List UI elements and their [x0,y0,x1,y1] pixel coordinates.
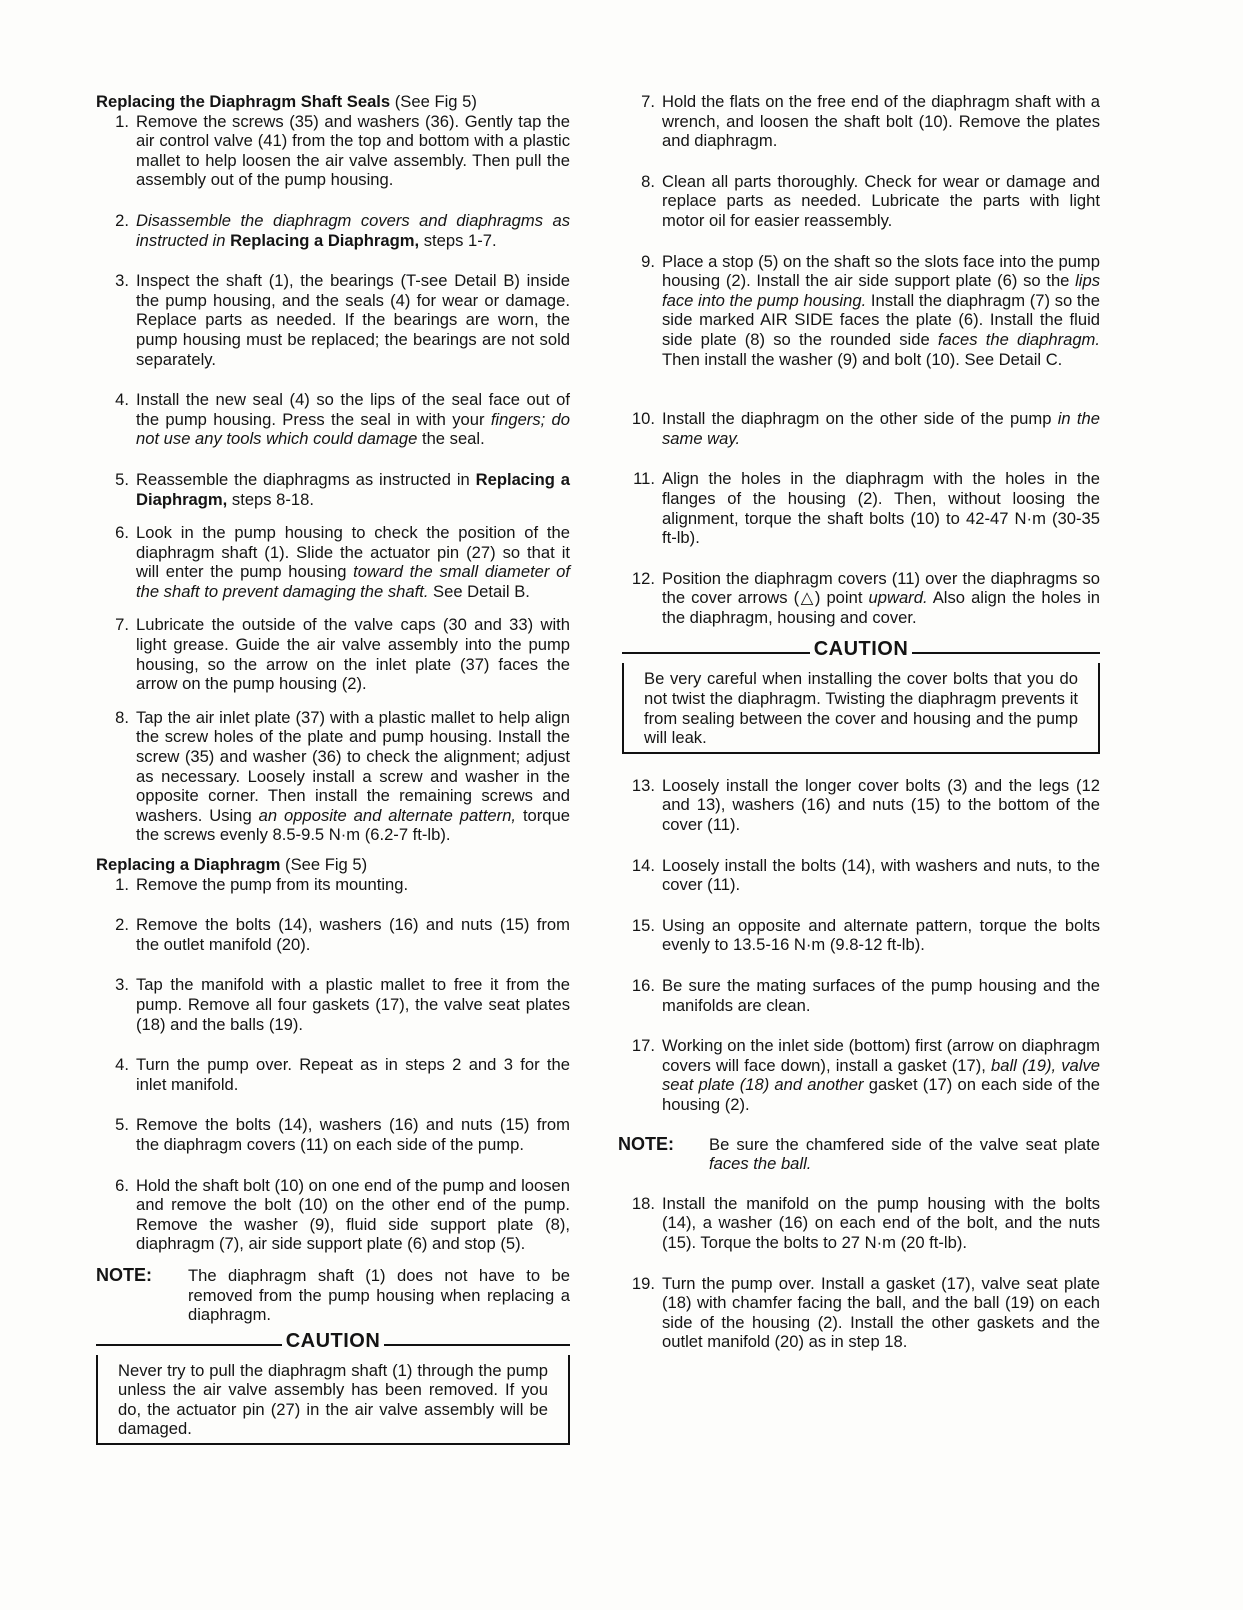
replacing-diaphragm-steps [96,875,570,1254]
list-item: 7. Lubricate the outside of the valve caps (30 and 33) with light grease. Guide the air valve assembly into the pump housing, so the arrow on the inlet plate (37) faces the arrow on the pump housing (2). [115,615,570,694]
list-item: 8. Clean all parts thoroughly. Check for wear or damage and replace parts as needed. Lubricate the parts with light motor oil for easier reassembly. [641,171,1100,230]
list-item: 15. Using an opposite and alternate pattern, torque the bolts evenly to 13.5-16 N·m (9.8-12 ft-lb). [631,915,1100,955]
list-item: 9. Place a stop (5) on the shaft so the slots face into the pump housing (2). Install the air side support plate (6) so the lips face into the pump housing. Install the diaphragm (7) so the side marked AIR SIDE faces the plate (6). Install the fluid side plate (8) so the rounded side faces the diaphragm. Then install the washer (9) and bolt (10). See Detail C. [641,251,1101,369]
list-item: 1. Remove the screws (35) and washers (36). Gently tap the air control valve (41) from the top and bottom with a plastic mallet to help loosen the air valve assembly. Then pull the assembly out of the pump housing. [115,111,570,190]
list-item: 18. Install the manifold on the pump housing with the bolts (14), a washer (16) on each end of the bolt, and the nuts (15). Torque the bolts to 27 N·m (20 ft-lb). [631,1193,1100,1252]
list-item: 7. Hold the flats on the free end of the diaphragm shaft with a wrench, and loosen the shaft bolt (10). Remove the plates and diaphragm. [641,92,1100,151]
note-shaft: NOTE: The diaphragm shaft (1) does not have to be removed from the pump housing when replacing a diaphragm. [96,1264,570,1325]
section-heading-replacing-diaphragm: Replacing a Diaphragm (See Fig 5) [96,855,368,874]
caution-title: CAUTION [282,1330,385,1352]
list-item: 19. Turn the pump over. Install a gasket (17), valve seat plate (18) with chamfer facing the ball, and the ball (19) on each side of the housing (2). Install the other gaskets and the outlet manifold (20) as in step 18. [631,1273,1100,1352]
list-item: 3. Tap the manifold with a plastic mallet to free it from the pump. Remove all four gaskets (17), the valve seat plates (18) and the balls (19). [115,975,570,1034]
shaft-seal-steps [96,112,570,845]
list-item: 2. Disassemble the diaphragm covers and diaphragms as instructed in Replacing a Diaphragm, steps 1-7. [115,210,570,250]
list-item: 16. Be sure the mating surfaces of the pump housing and the manifolds are clean. [631,976,1100,1015]
list-item: 3. Inspect the shaft (1), the bearings (T-see Detail B) inside the pump housing, and the seals (4) for wear or damage. Replace parts as needed. If the bearings are worn, the pump housing must be replaced; the bearings are not sold separately. [115,271,570,369]
assembly-steps [622,776,1100,1115]
caution-text: Be very careful when installing the cover bolts that you do not twist the diaphragm. Twisting the diaphragm prevents it from sealing between the cover and housing and the pump will leak. [644,669,1078,748]
list-item: 13. Loosely install the longer cover bolts (3) and the legs (12 and 13), washers (16) and nuts (15) to the bottom of the cover (11). [631,775,1100,835]
caution-title: CAUTION [810,638,913,660]
list-item: 11. Align the holes in the diaphragm with the holes in the flanges of the housing (2). Then, without loosing the alignment, torque the shaft bolts (10) to 42-47 N·m (30-35 ft-lb). [633,469,1100,548]
list-item: 2. Remove the bolts (14), washers (16) and nuts (15) from the outlet manifold (20). [115,915,570,954]
caution-text: Never try to pull the diaphragm shaft (1) through the pump unless the air valve assembly has been removed. If you do, the actuator pin (27) in the air valve assembly will be damaged. [118,1360,548,1439]
list-item: 4. Install the new seal (4) so the lips of the seal face out of the pump housing. Press the seal in with your fingers; do not use any tools which could damage the seal. [115,390,571,449]
note-chamfer: NOTE: Be sure the chamfered side of the valve seat plate faces the ball. [618,1133,1100,1174]
list-item: 5. Remove the bolts (14), washers (16) and nuts (15) from the diaphragm covers (11) on each side of the pump. [115,1115,570,1154]
diaphragm-steps-continued [622,92,1100,627]
list-item: 10. Install the diaphragm on the other side of the pump in the same way. [631,409,1100,448]
caution-box-cover-bolts [622,638,1100,753]
list-item: 1. Remove the pump from its mounting. [115,874,409,894]
list-item: 8. Tap the air inlet plate (37) with a plastic mallet to help align the screw holes of the plate and pump housing. Install the screw (35) and washer (36) to check the alignment; adjust as necessary. Loosely install a screw and washer in the opposite corner. Then install the remaining screws and washers. Using an opposite and alternate pattern, torque the screws evenly 8.5-9.5 N·m (6.2-7 ft-lb). [115,707,570,845]
list-item: 14. Loosely install the bolts (14), with washers and nuts, to the cover (11). [631,855,1100,895]
list-item: 4. Turn the pump over. Repeat as in steps 2 and 3 for the inlet manifold. [115,1055,570,1094]
right-column [618,92,1101,1352]
section-heading-shaft-seals: Replacing the Diaphragm Shaft Seals (See Fig 5) [96,92,477,111]
list-item: 6. Hold the shaft bolt (10) on one end of the pump and loosen and remove the bolt (10) on the other end of the pump. Remove the washer (9), fluid side support plate (8), diaphragm (7), air side support plate (6) and stop (5). [115,1175,570,1254]
left-column [96,92,570,1445]
list-item: 6. Look in the pump housing to check the position of the diaphragm shaft (1). Slide the actuator pin (27) so that it will enter the pump housing toward the small diameter of the shaft to prevent damaging the shaft. See Detail B. [115,523,570,601]
list-item: 5. Reassemble the diaphragms as instructed in Replacing a Diaphragm, steps 8-18. [115,469,571,509]
list-item: 12. Position the diaphragm covers (11) over the diaphragms so the cover arrows (△) point upward. Also align the holes in the diaphragm, housing and cover. [631,568,1100,627]
caution-box-shaft [96,1329,570,1445]
final-steps [622,1194,1100,1352]
list-item: 17. Working on the inlet side (bottom) first (arrow on diaphragm covers will face down), install a gasket (17), ball (19), valve seat plate (18) and another gasket (17) on each side of the housing (2). [631,1036,1100,1114]
